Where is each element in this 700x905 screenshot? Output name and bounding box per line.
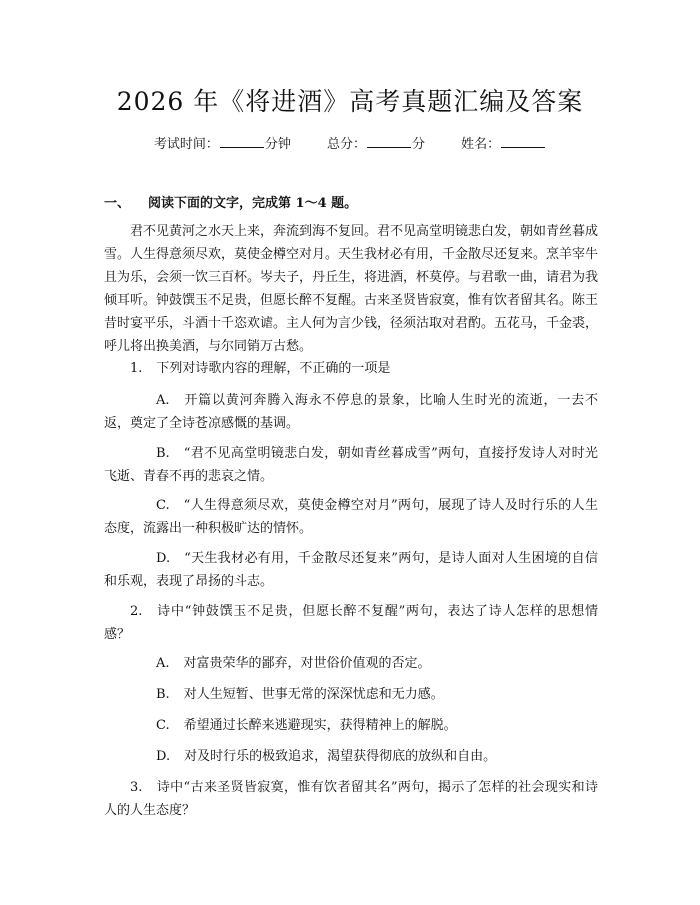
- question-stem: 下列对诗歌内容的理解，不正确的一项是: [156, 361, 391, 376]
- option-letter: B.: [156, 446, 170, 461]
- option-letter: A.: [156, 656, 170, 671]
- question-1-option-c: [104, 494, 598, 540]
- time-blank[interactable]: [220, 136, 264, 148]
- section-heading: [104, 192, 357, 211]
- name-label: 姓名：: [461, 137, 501, 152]
- section-instruction: 阅读下面的文字，完成第 1～4 题。: [148, 196, 358, 211]
- name-blank[interactable]: [501, 136, 545, 148]
- page-title: 2026 年《将进酒》高考真题汇编及答案: [116, 87, 584, 116]
- option-letter: C.: [156, 498, 170, 513]
- question-2-option-d: [156, 745, 496, 768]
- option-text: 对富贵荣华的鄙弃，对世俗价值观的否定。: [183, 656, 431, 671]
- exam-meta-line: [0, 133, 700, 152]
- option-text: 对及时行乐的极致追求，渴望获得彻底的放纵和自由。: [184, 749, 497, 764]
- option-text: 开篇以黄河奔腾入海永不停息的景象，比喻人生时光的流逝，一去不返，奠定了全诗苍凉感慨的基调。: [104, 393, 598, 431]
- question-1: [104, 357, 598, 380]
- option-text: “君不见高堂明镜悲白发，朝如青丝暮成雪”两句，直接抒发诗人对时光飞逝、青春不再的悲哀之情。: [104, 446, 598, 484]
- question-1-option-a: [104, 389, 598, 435]
- question-1-option-d: [104, 547, 598, 593]
- option-letter: C.: [156, 718, 170, 733]
- option-letter: D.: [156, 551, 171, 566]
- score-field: [327, 137, 429, 152]
- question-1-option-b: [104, 442, 598, 488]
- score-blank[interactable]: [367, 136, 411, 148]
- poem-passage: 君不见黄河之水天上来，奔流到海不复回。君不见高堂明镜悲白发，朝如青丝暮成雪。人生得意须尽欢，莫使金樽空对月。天生我材必有用，千金散尽还复来。烹羊宰牛且为乐，会须一饮三百杯。岑夫子，丹丘生，将进酒，杯莫停。与君歌一曲，请君为我倾耳听。钟鼓馔玉不足贵，但愿长醉不复醒。古来圣贤皆寂寞，惟有饮者留其名。陈王昔时宴平乐，斗酒十千恣欢谑。主人何为言少钱，径须沽取对君酌。五花马，千金裘，呼儿将出换美酒，与尔同销万古愁。: [104, 224, 599, 354]
- question-stem: 诗中“古来圣贤皆寂寞，惟有饮者留其名”两句，揭示了怎样的社会现实和诗人的人生态度？: [104, 780, 598, 818]
- time-field: [154, 137, 295, 152]
- question-number: 2.: [130, 604, 143, 619]
- option-text: “人生得意须尽欢，莫使金樽空对月”两句，展现了诗人及时行乐的人生态度，流露出一种积极旷达的情怀。: [104, 498, 598, 536]
- option-text: 对人生短暂、世事无常的深深忧虑和无力感。: [183, 687, 444, 702]
- option-letter: B.: [156, 687, 170, 702]
- time-unit: 分钟: [264, 137, 291, 152]
- time-label: 考试时间：: [153, 137, 219, 152]
- question-2-option-a: [156, 652, 431, 675]
- name-field: [461, 137, 546, 152]
- question-2-option-b: [156, 683, 444, 706]
- option-letter: D.: [156, 749, 171, 764]
- question-2: [104, 600, 598, 646]
- option-text: 希望通过长醉来逃避现实，获得精神上的解脱。: [183, 718, 457, 733]
- option-letter: A.: [156, 393, 170, 408]
- score-unit: 分: [412, 137, 426, 152]
- question-2-option-c: [156, 714, 457, 737]
- question-3: [104, 776, 598, 822]
- question-number: 3.: [130, 780, 143, 795]
- option-text: “天生我材必有用，千金散尽还复来”两句，是诗人面对人生困境的自信和乐观，表现了昂扬的斗志。: [104, 551, 598, 589]
- section-number: 一、: [104, 196, 131, 211]
- score-label: 总分：: [326, 137, 366, 152]
- question-number: 1.: [130, 361, 143, 376]
- question-stem: 诗中“钟鼓馔玉不足贵，但愿长醉不复醒”两句，表达了诗人怎样的思想情感？: [104, 604, 598, 642]
